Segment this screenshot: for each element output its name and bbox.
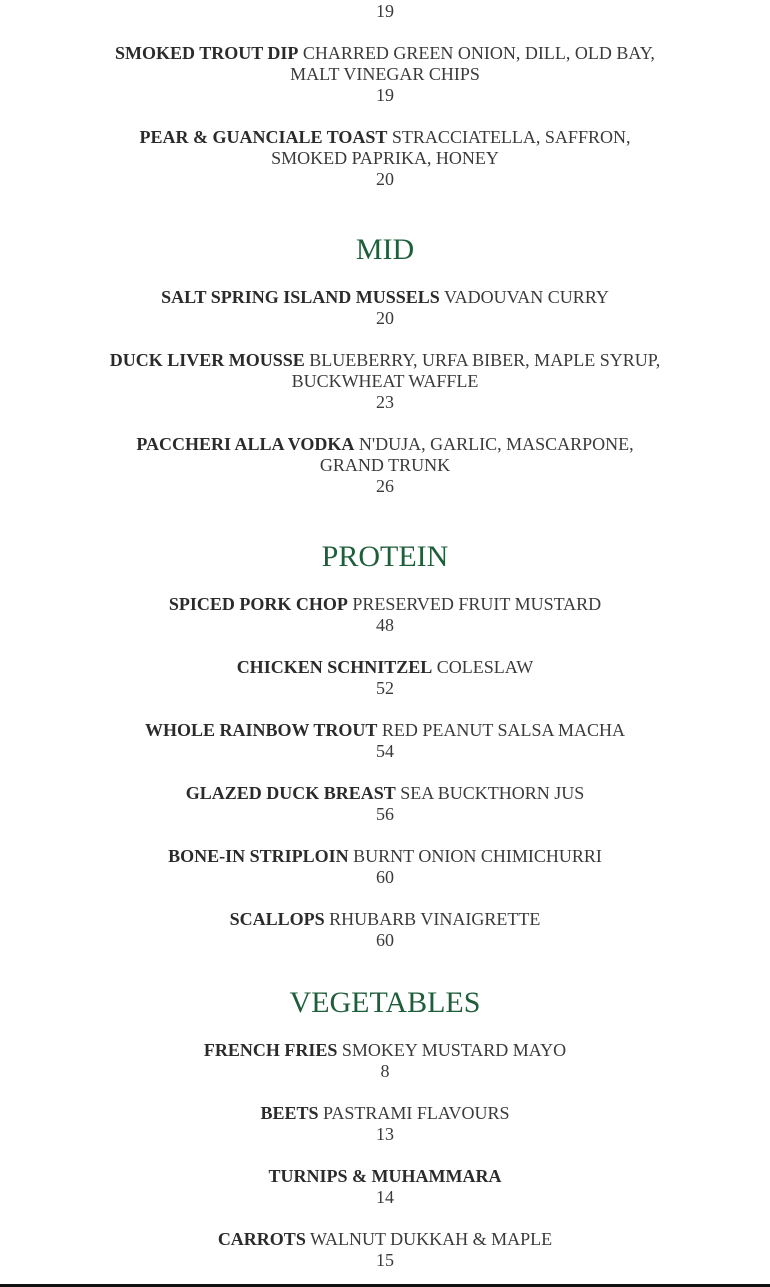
- item-name: FRENCH FRIES: [203, 1040, 338, 1060]
- menu-item-paccheri: [0, 434, 770, 497]
- item-name: PEAR & GUANCIALE TOAST: [139, 127, 388, 147]
- item-name: BONE-IN STRIPLOIN: [168, 846, 349, 866]
- item-name: PACCHERI ALLA VODKA: [136, 434, 355, 454]
- item-description: COLESLAW: [436, 657, 534, 677]
- menu-item-beets: [0, 1103, 770, 1145]
- item-name: BEETS: [260, 1103, 319, 1123]
- item-name: CARROTS: [217, 1229, 306, 1249]
- item-name: SALT SPRING ISLAND MUSSELS: [161, 287, 440, 307]
- section-title-protein: PROTEIN: [321, 540, 449, 573]
- item-price: 8: [380, 1061, 390, 1081]
- item-description: SMOKEY MUSTARD MAYO: [341, 1040, 567, 1060]
- item-description: RHUBARB VINAIGRETTE: [329, 909, 541, 929]
- menu-item-mussels: [0, 287, 770, 329]
- item-price: 60: [376, 930, 394, 950]
- item-price: 13: [376, 1124, 394, 1144]
- item-price: 26: [376, 476, 394, 496]
- item-price: 19: [376, 85, 394, 105]
- menu-item-turnips: [0, 1166, 770, 1208]
- item-price: 60: [376, 867, 394, 887]
- menu-item-pear-guanciale-toast: [0, 127, 770, 190]
- item-name: SPICED PORK CHOP: [168, 594, 348, 614]
- item-description: WALNUT DUKKAH & MAPLE: [310, 1229, 553, 1249]
- item-price: 19: [376, 1, 394, 21]
- item-description: STRACCIATELLA, SAFFRON, SMOKED PAPRIKA, HONEY: [271, 127, 631, 168]
- menu-item-french-fries: [0, 1040, 770, 1082]
- item-name: TURNIPS & MUHAMMARA: [268, 1166, 502, 1186]
- menu-item-scallops: [0, 909, 770, 951]
- item-price: 15: [376, 1250, 394, 1270]
- item-price: 20: [376, 308, 394, 328]
- section-title-vegetables: VEGETABLES: [289, 986, 481, 1019]
- item-price: 14: [376, 1187, 394, 1207]
- item-name: GLAZED DUCK BREAST: [185, 783, 396, 803]
- item-name: SMOKED TROUT DIP: [115, 43, 299, 63]
- menu-item-schnitzel: [0, 657, 770, 699]
- menu-item-duck-breast: [0, 783, 770, 825]
- item-description: BURNT ONION CHIMICHURRI: [353, 846, 602, 866]
- item-name: DUCK LIVER MOUSSE: [109, 350, 305, 370]
- item-price: 52: [376, 678, 394, 698]
- item-price: 56: [376, 804, 394, 824]
- item-description: VADOUVAN CURRY: [443, 287, 609, 307]
- item-price: 23: [376, 392, 394, 412]
- menu-item-rainbow-trout: [0, 720, 770, 762]
- menu-item-duck-liver-mousse: [0, 350, 770, 413]
- menu-item-smoked-trout-dip: [0, 43, 770, 106]
- item-price: 48: [376, 615, 394, 635]
- menu-item-pork-chop: [0, 594, 770, 636]
- menu-item-partial: [0, 1, 770, 22]
- item-name: SCALLOPS: [229, 909, 325, 929]
- item-description: BLUEBERRY, URFA BIBER, MAPLE SYRUP, BUCKWHEAT WAFFLE: [291, 350, 661, 391]
- item-description: CHARRED GREEN ONION, DILL, OLD BAY, MALT VINEGAR CHIPS: [290, 43, 655, 84]
- item-description: RED PEANUT SALSA MACHA: [381, 720, 626, 740]
- item-description: N'DUJA, GARLIC, MASCARPONE, GRAND TRUNK: [319, 434, 634, 475]
- item-price: 54: [376, 741, 394, 761]
- item-description: PASTRAMI FLAVOURS: [322, 1103, 510, 1123]
- menu-item-striploin: [0, 846, 770, 888]
- item-name: WHOLE RAINBOW TROUT: [144, 720, 378, 740]
- menu-item-carrots: [0, 1229, 770, 1271]
- item-price: 20: [376, 169, 394, 189]
- section-title-mid: MID: [355, 233, 415, 266]
- item-name: CHICKEN SCHNITZEL: [236, 657, 433, 677]
- item-description: SEA BUCKTHORN JUS: [400, 783, 585, 803]
- item-description: PRESERVED FRUIT MUSTARD: [352, 594, 602, 614]
